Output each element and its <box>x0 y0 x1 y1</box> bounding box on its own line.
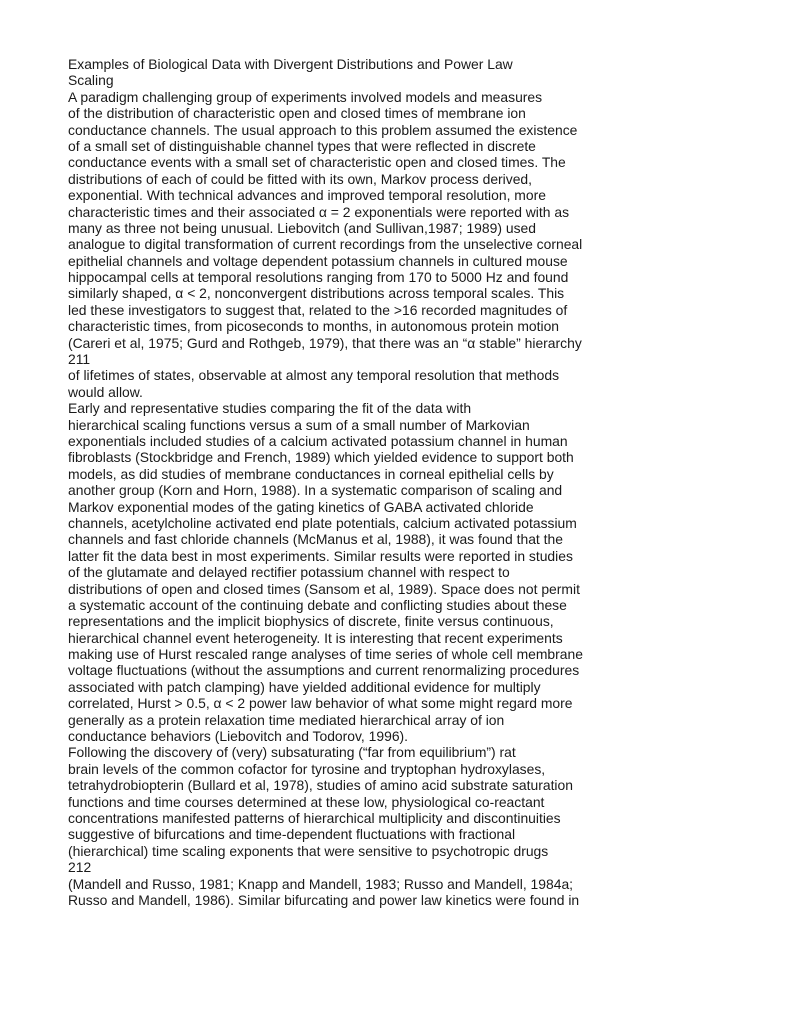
body-text-line: brain levels of the common cofactor for tyrosine and tryptophan hydroxylases, <box>68 760 546 777</box>
body-text-line: Russo and Mandell, 1986). Similar bifurcating and power law kinetics were found in <box>68 891 580 908</box>
body-text-line: A paradigm challenging group of experiments involved models and measures <box>68 88 543 105</box>
body-text-line: many as three not being unusual. Liebovitch (and Sullivan,1987; 1989) used <box>68 219 536 236</box>
body-text-line: Early and representative studies comparing the fit of the data with <box>68 400 472 417</box>
body-text-line: a systematic account of the continuing debate and conflicting studies about these <box>68 596 567 613</box>
body-text-line: voltage fluctuations (without the assumptions and current renormalizing procedures <box>68 662 580 679</box>
body-text-line: models, as did studies of membrane conductances in corneal epithelial cells by <box>68 465 554 482</box>
body-text-line: conductance channels. The usual approach to this problem assumed the existence <box>68 121 578 138</box>
body-text-line: representations and the implicit biophysics of discrete, finite versus continuous, <box>68 613 554 630</box>
body-text-line: would allow. <box>68 383 143 400</box>
body-text-line: suggestive of bifurcations and time-dependent fluctuations with fractional <box>68 826 516 843</box>
body-text-line: characteristic times and their associated α = 2 exponentials were reported with as <box>68 203 570 220</box>
body-text-line: tetrahydrobiopterin (Bullard et al, 1978), studies of amino acid substrate saturation <box>68 777 573 794</box>
body-text-line: led these investigators to suggest that, related to the >16 recorded magnitudes of <box>68 301 568 318</box>
body-text-line: exponentials included studies of a calcium activated potassium channel in human <box>68 432 568 449</box>
page-number: 212 <box>68 859 92 876</box>
body-text-line: (Careri et al, 1975; Gurd and Rothgeb, 1979), that there was an “α stable” hierarchy <box>68 334 582 351</box>
body-text-line: fibroblasts (Stockbridge and French, 1989) which yielded evidence to support both <box>68 449 574 466</box>
body-text-line: generally as a protein relaxation time mediated hierarchical array of ion <box>68 711 505 728</box>
body-text-line: correlated, Hurst > 0.5, α < 2 power law behavior of what some might regard more <box>68 695 573 712</box>
document-page <box>68 56 668 908</box>
body-text-line: concentrations manifested patterns of hierarchical multiplicity and discontinuities <box>68 809 561 826</box>
body-text-line: of a small set of distinguishable channel types that were reflected in discrete <box>68 137 536 154</box>
body-text-line: conductance events with a small set of characteristic open and closed times. The <box>68 154 566 171</box>
section-heading-line: Scaling <box>68 72 114 89</box>
body-text-line: epithelial channels and voltage dependent potassium channels in cultured mouse <box>68 252 568 269</box>
body-text-line: channels, acetylcholine activated end plate potentials, calcium activated potassium <box>68 514 577 531</box>
body-text-line: of lifetimes of states, observable at almost any temporal resolution that methods <box>68 367 560 384</box>
section-heading-line: Examples of Biological Data with Divergent Distributions and Power Law <box>68 56 513 72</box>
body-text-line: analogue to digital transformation of current recordings from the unselective corneal <box>68 236 583 253</box>
body-text-line: hierarchical channel event heterogeneity. It is interesting that recent experiments <box>68 629 563 646</box>
body-text-line: distributions of open and closed times (Sansom et al, 1989). Space does not permit <box>68 580 580 597</box>
body-text-line: exponential. With technical advances and improved temporal resolution, more <box>68 187 546 204</box>
body-text-line: hippocampal cells at temporal resolutions ranging from 170 to 5000 Hz and found <box>68 269 569 286</box>
body-text-line: characteristic times, from picoseconds to months, in autonomous protein motion <box>68 318 560 335</box>
page-number: 211 <box>68 351 91 368</box>
body-text-line: of the distribution of characteristic open and closed times of membrane ion <box>68 105 526 122</box>
body-text-line: of the glutamate and delayed rectifier potassium channel with respect to <box>68 564 510 581</box>
body-text-line: (Mandell and Russo, 1981; Knapp and Mandell, 1983; Russo and Mandell, 1984a; <box>68 875 574 892</box>
body-text-line: associated with patch clamping) have yielded additional evidence for multiply <box>68 678 541 695</box>
body-text-line: conductance behaviors (Liebovitch and Todorov, 1996). <box>68 728 409 745</box>
body-text-line: hierarchical scaling functions versus a sum of a small number of Markovian <box>68 416 530 433</box>
body-text-line: channels and fast chloride channels (McManus et al, 1988), it was found that the <box>68 531 563 548</box>
body-text-line: latter fit the data best in most experiments. Similar results were reported in studies <box>68 547 573 564</box>
body-text-line: similarly shaped, α < 2, nonconvergent distributions across temporal scales. This <box>68 285 565 302</box>
body-text-line: (hierarchical) time scaling exponents that were sensitive to psychotropic drugs <box>68 842 549 859</box>
body-text-line: making use of Hurst rescaled range analyses of time series of whole cell membrane <box>68 646 583 663</box>
body-text-line: distributions of each of could be fitted with its own, Markov process derived, <box>68 170 533 187</box>
body-text-line: functions and time courses determined at these low, physiological co-reactant <box>68 793 545 810</box>
body-text-line: Markov exponential modes of the gating kinetics of GABA activated chloride <box>68 498 534 515</box>
body-text-line: another group (Korn and Horn, 1988). In a systematic comparison of scaling and <box>68 482 563 499</box>
body-text-line: Following the discovery of (very) subsaturating (“far from equilibrium”) rat <box>68 744 516 761</box>
